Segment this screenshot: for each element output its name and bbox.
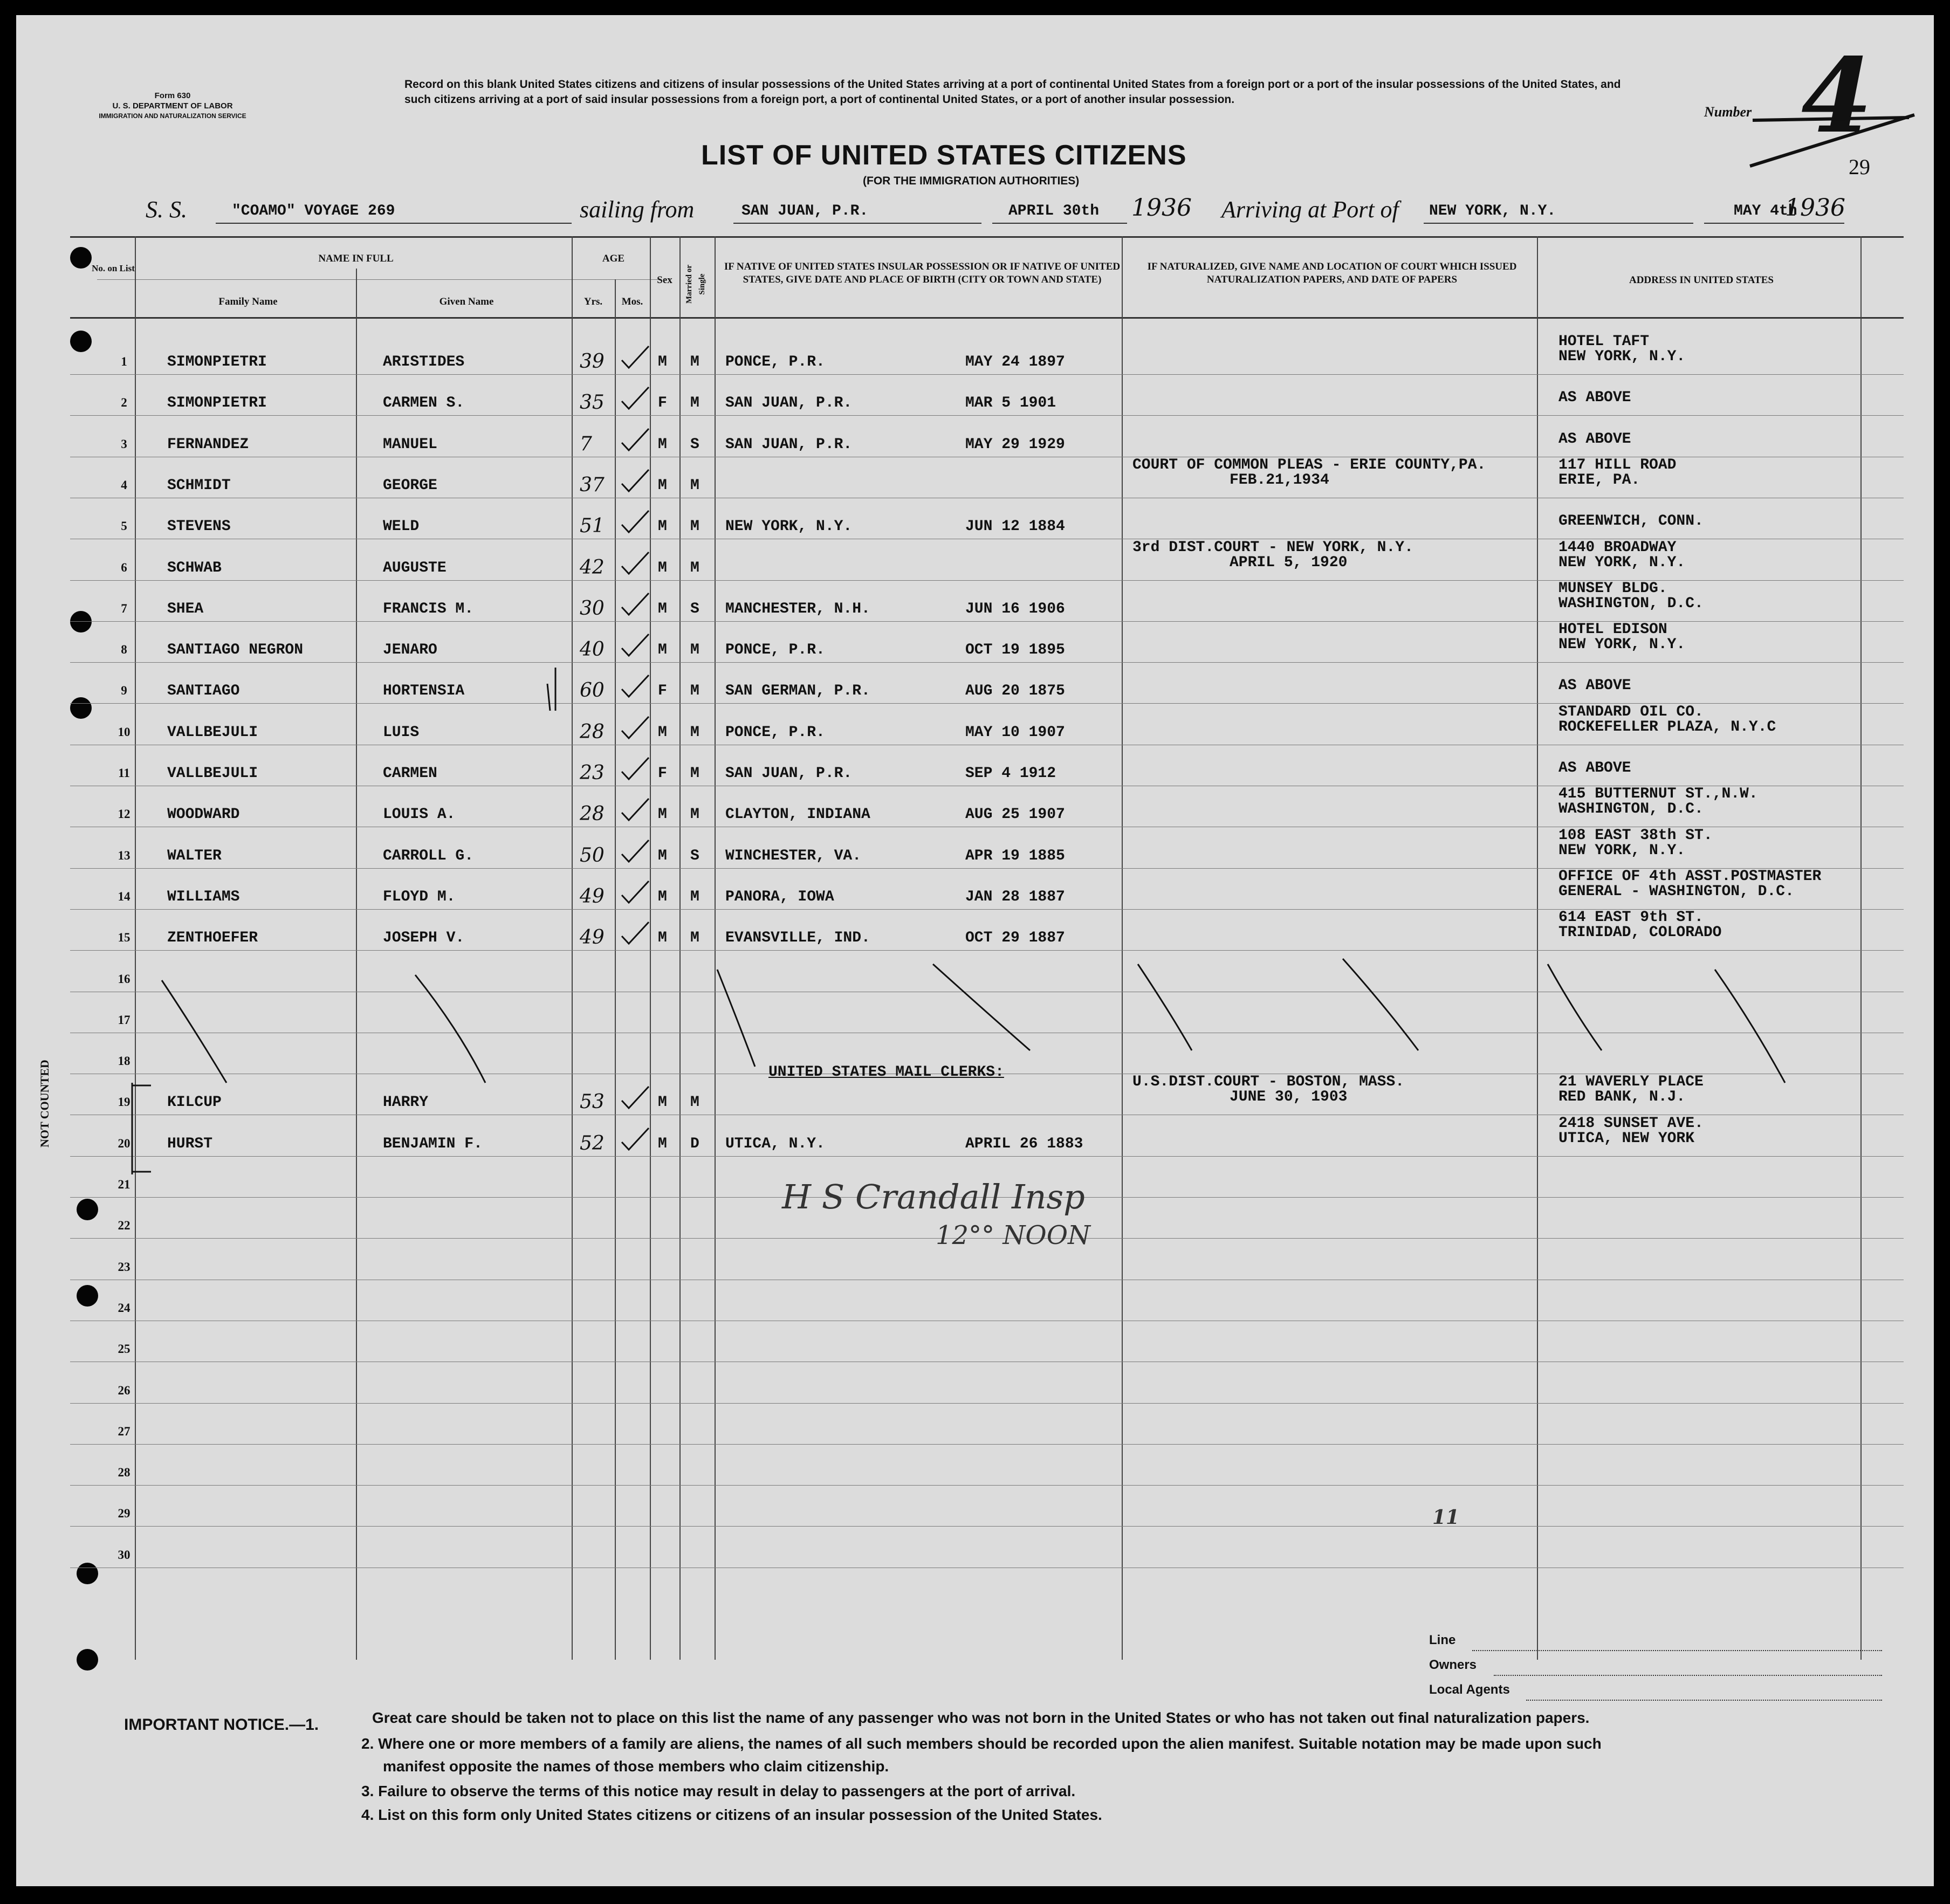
- birth-date-cell: JUN 16 1906: [965, 600, 1065, 617]
- address-line-2-cell: AS ABOVE: [1558, 677, 1631, 695]
- row-number: 2: [121, 396, 127, 410]
- row-number: 22: [118, 1219, 131, 1233]
- row-number: 30: [118, 1548, 131, 1562]
- manifest-sheet: [16, 15, 1934, 1886]
- marital-status-cell: D: [690, 1135, 699, 1152]
- line-label: Line: [1429, 1633, 1456, 1647]
- marital-status-cell: S: [690, 600, 699, 617]
- form-number: Form 630: [154, 91, 191, 100]
- sex-cell: F: [658, 683, 667, 700]
- row-number: 3: [121, 437, 127, 451]
- birth-date-cell: MAY 29 1929: [965, 436, 1065, 453]
- record-instructions: Record on this blank United States citizens and citizens of insular possessions of the United States arriving at a port of continental United States from a foreign port or a port of the insular possessions of the United States, and such citizens arriving at a port of said insular possessions from a foreign port, a port of continental United States, or a port of another insular possession.: [404, 78, 1621, 106]
- notice-item-1: Great care should be taken not to place on this list the name of any passenger who was not born in the United States or who has not taken out final naturalization papers.: [372, 1709, 1590, 1726]
- row-number: 17: [118, 1013, 131, 1027]
- given-name-cell: HORTENSIA: [383, 683, 465, 700]
- birth-date-cell: SEP 4 1912: [965, 765, 1056, 782]
- address-line-1-cell: OFFICE OF 4th ASST.POSTMASTER: [1558, 868, 1822, 885]
- birth-place-cell: NEW YORK, N.Y.: [725, 518, 853, 535]
- depart-date: APRIL 30th: [1008, 203, 1100, 219]
- age-years-cell: 49: [580, 885, 605, 908]
- address-line-2-cell: NEW YORK, N.Y.: [1558, 348, 1686, 365]
- birth-place-cell: EVANSVILLE, IND.: [725, 930, 870, 947]
- address-line-1-cell: HOTEL TAFT: [1558, 333, 1650, 350]
- age-years-cell: 50: [580, 844, 605, 867]
- marital-status-cell: M: [690, 724, 699, 741]
- address-line-2-cell: WASHINGTON, D.C.: [1558, 595, 1704, 612]
- address-line-2-cell: GREENWICH, CONN.: [1558, 513, 1704, 530]
- family-name-cell: ZENTHOEFER: [167, 930, 258, 947]
- family-name-cell: FERNANDEZ: [167, 436, 249, 453]
- address-line-1-cell: 108 EAST 38th ST.: [1558, 827, 1713, 844]
- row-number: 23: [118, 1260, 131, 1274]
- address-line-2-cell: AS ABOVE: [1558, 430, 1631, 448]
- sex-cell: M: [658, 724, 667, 741]
- birth-date-cell: OCT 29 1887: [965, 930, 1065, 947]
- header-naturalized: IF NATURALIZED, GIVE NAME AND LOCATION OF COURT WHICH ISSUED NATURALIZATION PAPERS, AND DATE OF PAPERS: [1147, 261, 1517, 285]
- page-subtitle: (FOR THE IMMIGRATION AUTHORITIES): [863, 175, 1080, 187]
- notice-item-2: 2. Where one or more members of a family are aliens, the names of all such members should be recorded upon the alien manifest. Suitable notation may be made upon such: [361, 1735, 1602, 1752]
- family-name-cell: WALTER: [167, 847, 222, 864]
- row-number: 7: [121, 601, 127, 615]
- arrive-date: MAY 4th: [1734, 203, 1797, 219]
- sex-cell: M: [658, 354, 667, 370]
- header-age: AGE: [602, 253, 625, 264]
- family-name-cell: SIMONPIETRI: [167, 354, 267, 370]
- row-number: 21: [118, 1178, 131, 1191]
- age-years-cell: 53: [580, 1091, 605, 1113]
- family-name-cell: WOODWARD: [167, 806, 240, 823]
- birth-date-cell: MAY 10 1907: [965, 724, 1065, 741]
- row-number: 10: [118, 725, 131, 739]
- birth-place-cell: WINCHESTER, VA.: [725, 847, 862, 864]
- notice-item-2b: manifest opposite the names of those members who claim citizenship.: [383, 1758, 889, 1775]
- row-number: 28: [118, 1466, 131, 1480]
- family-name-cell: WILLIAMS: [167, 888, 240, 905]
- notice-item-4: 4. List on this form only United States citizens or citizens of an insular possession of the United States.: [361, 1806, 1102, 1823]
- birth-place-cell: UTICA, N.Y.: [725, 1135, 825, 1152]
- owners-field: [1494, 1675, 1882, 1676]
- address-line-2-cell: NEW YORK, N.Y.: [1558, 842, 1686, 859]
- given-name-cell: MANUEL: [383, 436, 437, 453]
- header-months: Mos.: [621, 296, 643, 307]
- row-number: 15: [118, 931, 131, 945]
- row-number: 20: [118, 1136, 131, 1150]
- sex-cell: M: [658, 1135, 667, 1152]
- family-name-cell: VALLBEJULI: [167, 724, 258, 741]
- service-name: IMMIGRATION AND NATURALIZATION SERVICE: [99, 112, 246, 120]
- header-birth: IF NATIVE OF UNITED STATES INSULAR POSSESSION OR IF NATIVE OF UNITED STATES, GIVE DATE AND PLACE OF BIRTH (CITY OR TOWN AND STATE): [724, 261, 1121, 285]
- marital-status-cell: M: [690, 518, 699, 535]
- signature-time: 12°° NOON: [936, 1220, 1091, 1250]
- list-number: 4: [1801, 36, 1873, 156]
- row-number: 1: [121, 355, 127, 368]
- marital-status-cell: M: [690, 477, 699, 494]
- address-line-2-cell: AS ABOVE: [1558, 389, 1631, 407]
- address-line-1-cell: 1440 BROADWAY: [1558, 539, 1677, 556]
- marital-status-cell: S: [690, 436, 699, 453]
- naturalization-court-cell: 3rd DIST.COURT - NEW YORK, N.Y.: [1132, 539, 1413, 556]
- age-years-cell: 52: [580, 1132, 605, 1154]
- address-line-2-cell: AS ABOVE: [1558, 760, 1631, 776]
- address-line-2-cell: ERIE, PA.: [1558, 471, 1640, 489]
- agents-label: Local Agents: [1429, 1682, 1510, 1697]
- birth-place-cell: SAN GERMAN, P.R.: [725, 683, 870, 700]
- given-name-cell: LOUIS A.: [383, 806, 456, 823]
- page-title: LIST OF UNITED STATES CITIZENS: [701, 140, 1187, 171]
- birth-date-cell: AUG 20 1875: [965, 683, 1065, 700]
- row-number: 11: [118, 766, 130, 780]
- family-name-cell: SCHWAB: [167, 559, 222, 576]
- sailing-label: sailing from: [580, 196, 695, 223]
- row-number: 13: [118, 848, 131, 862]
- header-given-name: Given Name: [439, 296, 494, 307]
- header-years: Yrs.: [583, 296, 603, 307]
- family-name-cell: SHEA: [167, 600, 204, 617]
- birth-place-cell: PANORA, IOWA: [725, 888, 834, 905]
- from-port: SAN JUAN, P.R.: [741, 203, 869, 219]
- depart-year: 1936: [1131, 194, 1192, 222]
- address-line-2-cell: GENERAL - WASHINGTON, D.C.: [1558, 883, 1794, 900]
- birth-date-cell: APR 19 1885: [965, 847, 1065, 864]
- birth-date-cell: APRIL 26 1883: [965, 1135, 1083, 1152]
- given-name-cell: BENJAMIN F.: [383, 1135, 483, 1152]
- birth-place-cell: SAN JUAN, P.R.: [725, 436, 853, 453]
- header-family-name: Family Name: [218, 296, 278, 307]
- family-name-cell: SIMONPIETRI: [167, 395, 267, 412]
- address-line-1-cell: HOTEL EDISON: [1558, 621, 1667, 638]
- inspector-signature: H S Crandall Insp: [782, 1177, 1085, 1216]
- row-number: 24: [118, 1301, 131, 1315]
- sex-cell: M: [658, 930, 667, 947]
- address-line-1-cell: MUNSEY BLDG.: [1558, 580, 1667, 597]
- row-number: 12: [118, 807, 131, 821]
- owners-label: Owners: [1429, 1658, 1477, 1672]
- given-name-cell: CARMEN: [383, 765, 437, 782]
- naturalization-date-cell: FEB.21,1934: [1230, 471, 1329, 489]
- given-name-cell: ARISTIDES: [383, 354, 465, 370]
- age-years-cell: 28: [580, 720, 605, 743]
- age-years-cell: 23: [580, 762, 605, 784]
- ss-label: S. S.: [146, 196, 187, 223]
- age-years-cell: 60: [580, 679, 605, 702]
- header-married-single: Married or Single: [685, 264, 706, 304]
- marital-status-cell: M: [690, 806, 699, 823]
- family-name-cell: SCHMIDT: [167, 477, 231, 494]
- marital-status-cell: M: [690, 559, 699, 576]
- sex-cell: M: [658, 806, 667, 823]
- marital-status-cell: M: [690, 683, 699, 700]
- notice-item-3: 3. Failure to observe the terms of this notice may result in delay to passengers at the port of arrival.: [361, 1783, 1076, 1799]
- family-name-cell: SANTIAGO: [167, 683, 240, 700]
- sex-cell: M: [658, 559, 667, 576]
- naturalization-court-cell: U.S.DIST.COURT - BOSTON, MASS.: [1132, 1074, 1405, 1091]
- sex-cell: M: [658, 847, 667, 864]
- age-years-cell: 49: [580, 926, 605, 949]
- given-name-cell: AUGUSTE: [383, 559, 447, 576]
- address-line-1-cell: 415 BUTTERNUT ST.,N.W.: [1558, 786, 1758, 803]
- birth-place-cell: PONCE, P.R.: [725, 724, 825, 741]
- marital-status-cell: M: [690, 642, 699, 659]
- birth-date-cell: JAN 28 1887: [965, 888, 1065, 905]
- sex-cell: M: [658, 600, 667, 617]
- row-number: 5: [121, 519, 127, 533]
- row-number: 8: [121, 643, 127, 657]
- notice-heading: IMPORTANT NOTICE.—1.: [124, 1716, 319, 1734]
- age-years-cell: 42: [580, 556, 605, 579]
- sex-cell: M: [658, 436, 667, 453]
- family-name-cell: KILCUP: [167, 1094, 222, 1111]
- family-name-cell: HURST: [167, 1135, 213, 1152]
- birth-place-cell: SAN JUAN, P.R.: [725, 395, 853, 412]
- row-number: 14: [118, 889, 131, 903]
- age-years-cell: 30: [580, 597, 605, 620]
- address-line-1-cell: 21 WAVERLY PLACE: [1558, 1074, 1704, 1091]
- row-number: 18: [118, 1054, 131, 1068]
- age-years-cell: 7: [580, 432, 592, 455]
- birth-place-cell: SAN JUAN, P.R.: [725, 765, 853, 782]
- ship-name: "COAMO" VOYAGE 269: [232, 203, 395, 219]
- marital-status-cell: M: [690, 1094, 699, 1111]
- birth-date-cell: MAY 24 1897: [965, 354, 1065, 370]
- address-line-2-cell: RED BANK, N.J.: [1558, 1089, 1686, 1106]
- row-number: 4: [121, 478, 127, 492]
- marital-status-cell: M: [690, 765, 699, 782]
- given-name-cell: LUIS: [383, 724, 420, 741]
- cancel-strokes: [16, 15, 1934, 1687]
- sex-cell: M: [658, 888, 667, 905]
- sex-cell: F: [658, 395, 667, 412]
- given-name-cell: HARRY: [383, 1094, 429, 1111]
- marital-status-cell: S: [690, 847, 699, 864]
- age-years-cell: 39: [580, 350, 605, 373]
- address-line-2-cell: WASHINGTON, D.C.: [1558, 801, 1704, 818]
- sex-cell: M: [658, 642, 667, 659]
- sex-cell: M: [658, 518, 667, 535]
- sex-cell: M: [658, 1094, 667, 1111]
- family-name-cell: VALLBEJULI: [167, 765, 258, 782]
- mail-clerks-heading: UNITED STATES MAIL CLERKS:: [768, 1064, 1004, 1081]
- address-line-2-cell: NEW YORK, N.Y.: [1558, 554, 1686, 571]
- number-label: Number: [1704, 104, 1752, 120]
- header-name-in-full: NAME IN FULL: [318, 253, 394, 264]
- row-number: 16: [118, 972, 131, 986]
- given-name-cell: JOSEPH V.: [383, 930, 465, 947]
- birth-place-cell: CLAYTON, INDIANA: [725, 806, 870, 823]
- row-number: 29: [118, 1507, 131, 1521]
- given-name-cell: CARROLL G.: [383, 847, 474, 864]
- address-line-2-cell: UTICA, NEW YORK: [1558, 1130, 1695, 1147]
- marital-status-cell: M: [690, 395, 699, 412]
- birth-place-cell: MANCHESTER, N.H.: [725, 600, 870, 617]
- given-name-cell: CARMEN S.: [383, 395, 465, 412]
- age-years-cell: 37: [580, 473, 605, 496]
- page-stamp: 29: [1849, 155, 1870, 179]
- row-number: 9: [121, 684, 127, 698]
- address-line-2-cell: NEW YORK, N.Y.: [1558, 636, 1686, 654]
- tally-mark: 11: [1432, 1506, 1460, 1529]
- header-no: No. on List: [92, 263, 135, 273]
- address-line-1-cell: 614 EAST 9th ST.: [1558, 909, 1704, 926]
- given-name-cell: GEORGE: [383, 477, 437, 494]
- row-number: 26: [118, 1383, 131, 1397]
- birth-date-cell: JUN 12 1884: [965, 518, 1065, 535]
- not-counted-note: NOT COUNTED: [38, 1060, 51, 1147]
- sex-cell: M: [658, 477, 667, 494]
- arrive-year: 1936: [1785, 194, 1845, 222]
- birth-date-cell: AUG 25 1907: [965, 806, 1065, 823]
- sex-cell: F: [658, 765, 667, 782]
- address-line-1-cell: STANDARD OIL CO.: [1558, 703, 1704, 720]
- arriving-label: Arriving at Port of: [1221, 196, 1399, 223]
- marital-status-cell: M: [690, 354, 699, 370]
- age-years-cell: 51: [580, 515, 605, 538]
- naturalization-date-cell: JUNE 30, 1903: [1230, 1089, 1348, 1106]
- address-line-1-cell: 2418 SUNSET AVE.: [1558, 1115, 1704, 1132]
- birth-date-cell: OCT 19 1895: [965, 642, 1065, 659]
- birth-place-cell: PONCE, P.R.: [725, 354, 825, 370]
- age-years-cell: 28: [580, 803, 605, 826]
- header-address: ADDRESS IN UNITED STATES: [1629, 274, 1774, 286]
- row-number: 25: [118, 1342, 131, 1356]
- given-name-cell: WELD: [383, 518, 420, 535]
- row-number: 27: [118, 1424, 131, 1438]
- family-name-cell: SANTIAGO NEGRON: [167, 642, 304, 659]
- naturalization-court-cell: COURT OF COMMON PLEAS - ERIE COUNTY,PA.: [1132, 456, 1486, 473]
- birth-date-cell: MAR 5 1901: [965, 395, 1056, 412]
- row-number: 19: [118, 1095, 131, 1109]
- birth-place-cell: PONCE, P.R.: [725, 642, 825, 659]
- given-name-cell: JENARO: [383, 642, 437, 659]
- agents-field: [1526, 1700, 1882, 1701]
- address-line-2-cell: ROCKEFELLER PLAZA, N.Y.C: [1558, 718, 1776, 736]
- line-field: [1472, 1650, 1882, 1651]
- department-name: U. S. DEPARTMENT OF LABOR: [112, 101, 233, 111]
- header-sex: Sex: [657, 274, 672, 286]
- given-name-cell: FRANCIS M.: [383, 600, 474, 617]
- address-line-1-cell: 117 HILL ROAD: [1558, 456, 1677, 473]
- family-name-cell: STEVENS: [167, 518, 231, 535]
- given-name-cell: FLOYD M.: [383, 888, 456, 905]
- marital-status-cell: M: [690, 888, 699, 905]
- row-number: 6: [121, 560, 127, 574]
- age-years-cell: 40: [580, 638, 605, 661]
- naturalization-date-cell: APRIL 5, 1920: [1230, 554, 1348, 571]
- address-line-2-cell: TRINIDAD, COLORADO: [1558, 924, 1722, 941]
- to-port: NEW YORK, N.Y.: [1429, 203, 1556, 219]
- age-years-cell: 35: [580, 391, 605, 414]
- marital-status-cell: M: [690, 930, 699, 947]
